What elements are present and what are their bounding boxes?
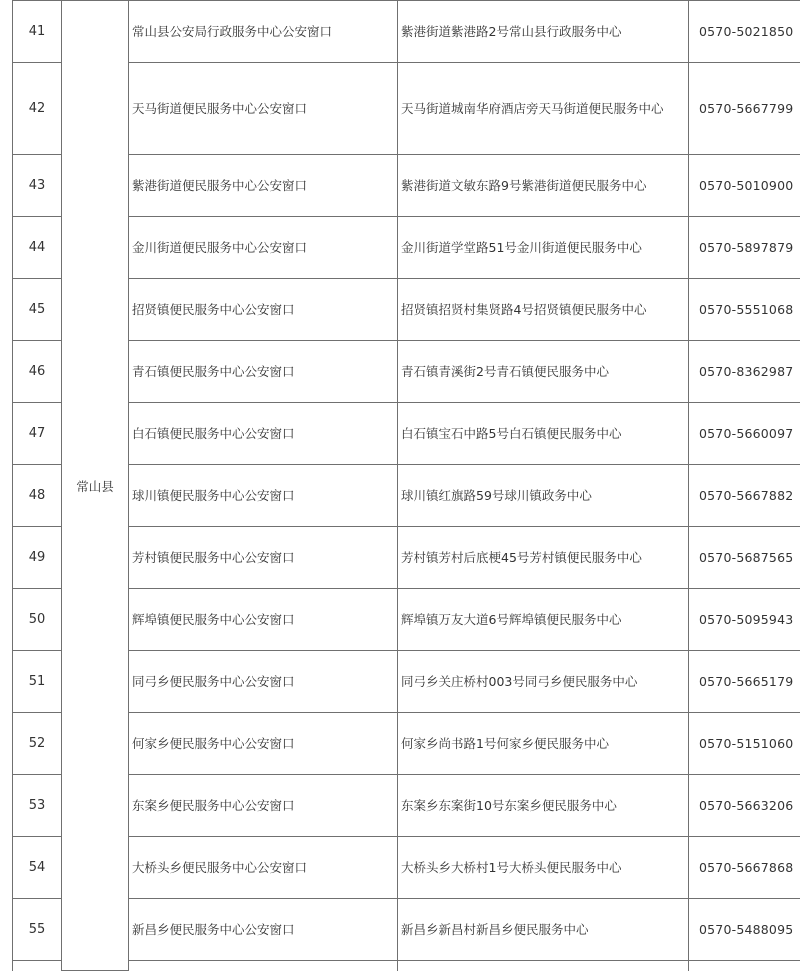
row-number: 46 xyxy=(13,341,62,403)
window-address: 紫港街道文敏东路9号紫港街道便民服务中心 xyxy=(398,155,689,217)
window-address: 大桥头乡大桥村1号大桥头便民服务中心 xyxy=(398,837,689,899)
row-number: 48 xyxy=(13,465,62,527)
window-address: 球川镇红旗路59号球川镇政务中心 xyxy=(398,465,689,527)
table-row xyxy=(13,341,800,403)
table-row xyxy=(13,527,800,589)
window-phone: 0570-5660097 xyxy=(689,403,800,465)
table-row xyxy=(13,589,800,651)
table-row xyxy=(13,63,800,155)
window-phone: 0570-5663206 xyxy=(689,775,800,837)
window-address: 紫港街道紫港路2号常山县行政服务中心 xyxy=(398,1,689,63)
window-phone: 0570-8362987 xyxy=(689,341,800,403)
window-name: 球川镇便民服务中心公安窗口 xyxy=(129,465,398,527)
row-number: 42 xyxy=(13,63,62,155)
table-row xyxy=(13,775,800,837)
row-number: 49 xyxy=(13,527,62,589)
row-number: 47 xyxy=(13,403,62,465)
window-phone: 0570-5897879 xyxy=(689,217,800,279)
window-address: 何家乡尚书路1号何家乡便民服务中心 xyxy=(398,713,689,775)
window-name: 青石镇便民服务中心公安窗口 xyxy=(129,341,398,403)
window-address: 辉埠镇万友大道6号辉埠镇便民服务中心 xyxy=(398,589,689,651)
window-phone: 0570-5488095 xyxy=(689,899,800,961)
table-row-partial xyxy=(13,961,800,971)
window-name: 天马街道便民服务中心公安窗口 xyxy=(129,63,398,155)
window-phone: 0570-5010900 xyxy=(689,155,800,217)
window-phone: 0570-5687565 xyxy=(689,527,800,589)
row-number: 45 xyxy=(13,279,62,341)
window-address: 招贤镇招贤村集贤路4号招贤镇便民服务中心 xyxy=(398,279,689,341)
row-number: 54 xyxy=(13,837,62,899)
window-name: 芳村镇便民服务中心公安窗口 xyxy=(129,527,398,589)
table-row xyxy=(13,899,800,961)
window-address: 新昌乡新昌村新昌乡便民服务中心 xyxy=(398,899,689,961)
row-number: 50 xyxy=(13,589,62,651)
service-window-table xyxy=(12,0,800,971)
table-body xyxy=(13,1,800,971)
table-row xyxy=(13,713,800,775)
window-phone: 0570-5021850 xyxy=(689,1,800,63)
row-number: 55 xyxy=(13,899,62,961)
county-cell: 常山县 xyxy=(62,1,129,971)
table-row xyxy=(13,155,800,217)
row-number: 44 xyxy=(13,217,62,279)
window-phone: 0570-5551068 xyxy=(689,279,800,341)
window-name: 金川街道便民服务中心公安窗口 xyxy=(129,217,398,279)
table-row xyxy=(13,651,800,713)
empty-cell xyxy=(398,961,689,971)
window-address: 白石镇宝石中路5号白石镇便民服务中心 xyxy=(398,403,689,465)
window-phone: 0570-5151060 xyxy=(689,713,800,775)
window-phone: 0570-5667882 xyxy=(689,465,800,527)
window-name: 招贤镇便民服务中心公安窗口 xyxy=(129,279,398,341)
table-row xyxy=(13,837,800,899)
window-address: 金川街道学堂路51号金川街道便民服务中心 xyxy=(398,217,689,279)
window-phone: 0570-5665179 xyxy=(689,651,800,713)
window-name: 新昌乡便民服务中心公安窗口 xyxy=(129,899,398,961)
window-address: 东案乡东案街10号东案乡便民服务中心 xyxy=(398,775,689,837)
window-name: 白石镇便民服务中心公安窗口 xyxy=(129,403,398,465)
table-row xyxy=(13,217,800,279)
window-name: 大桥头乡便民服务中心公安窗口 xyxy=(129,837,398,899)
window-phone: 0570-5667868 xyxy=(689,837,800,899)
window-name: 紫港街道便民服务中心公安窗口 xyxy=(129,155,398,217)
table-row xyxy=(13,465,800,527)
window-name: 东案乡便民服务中心公安窗口 xyxy=(129,775,398,837)
window-phone: 0570-5095943 xyxy=(689,589,800,651)
window-name: 辉埠镇便民服务中心公安窗口 xyxy=(129,589,398,651)
window-phone: 0570-5667799 xyxy=(689,63,800,155)
window-name: 常山县公安局行政服务中心公安窗口 xyxy=(129,1,398,63)
window-address: 天马街道城南华府酒店旁天马街道便民服务中心 xyxy=(398,63,689,155)
window-address: 芳村镇芳村后底梗45号芳村镇便民服务中心 xyxy=(398,527,689,589)
table-row xyxy=(13,1,800,63)
window-name: 何家乡便民服务中心公安窗口 xyxy=(129,713,398,775)
empty-cell xyxy=(13,961,62,971)
table-row xyxy=(13,279,800,341)
window-address: 青石镇青溪街2号青石镇便民服务中心 xyxy=(398,341,689,403)
table-row xyxy=(13,403,800,465)
row-number: 53 xyxy=(13,775,62,837)
empty-cell xyxy=(129,961,398,971)
row-number: 51 xyxy=(13,651,62,713)
row-number: 52 xyxy=(13,713,62,775)
empty-cell xyxy=(689,961,800,971)
window-name: 同弓乡便民服务中心公安窗口 xyxy=(129,651,398,713)
row-number: 43 xyxy=(13,155,62,217)
row-number: 41 xyxy=(13,1,62,63)
window-address: 同弓乡关庄桥村003号同弓乡便民服务中心 xyxy=(398,651,689,713)
